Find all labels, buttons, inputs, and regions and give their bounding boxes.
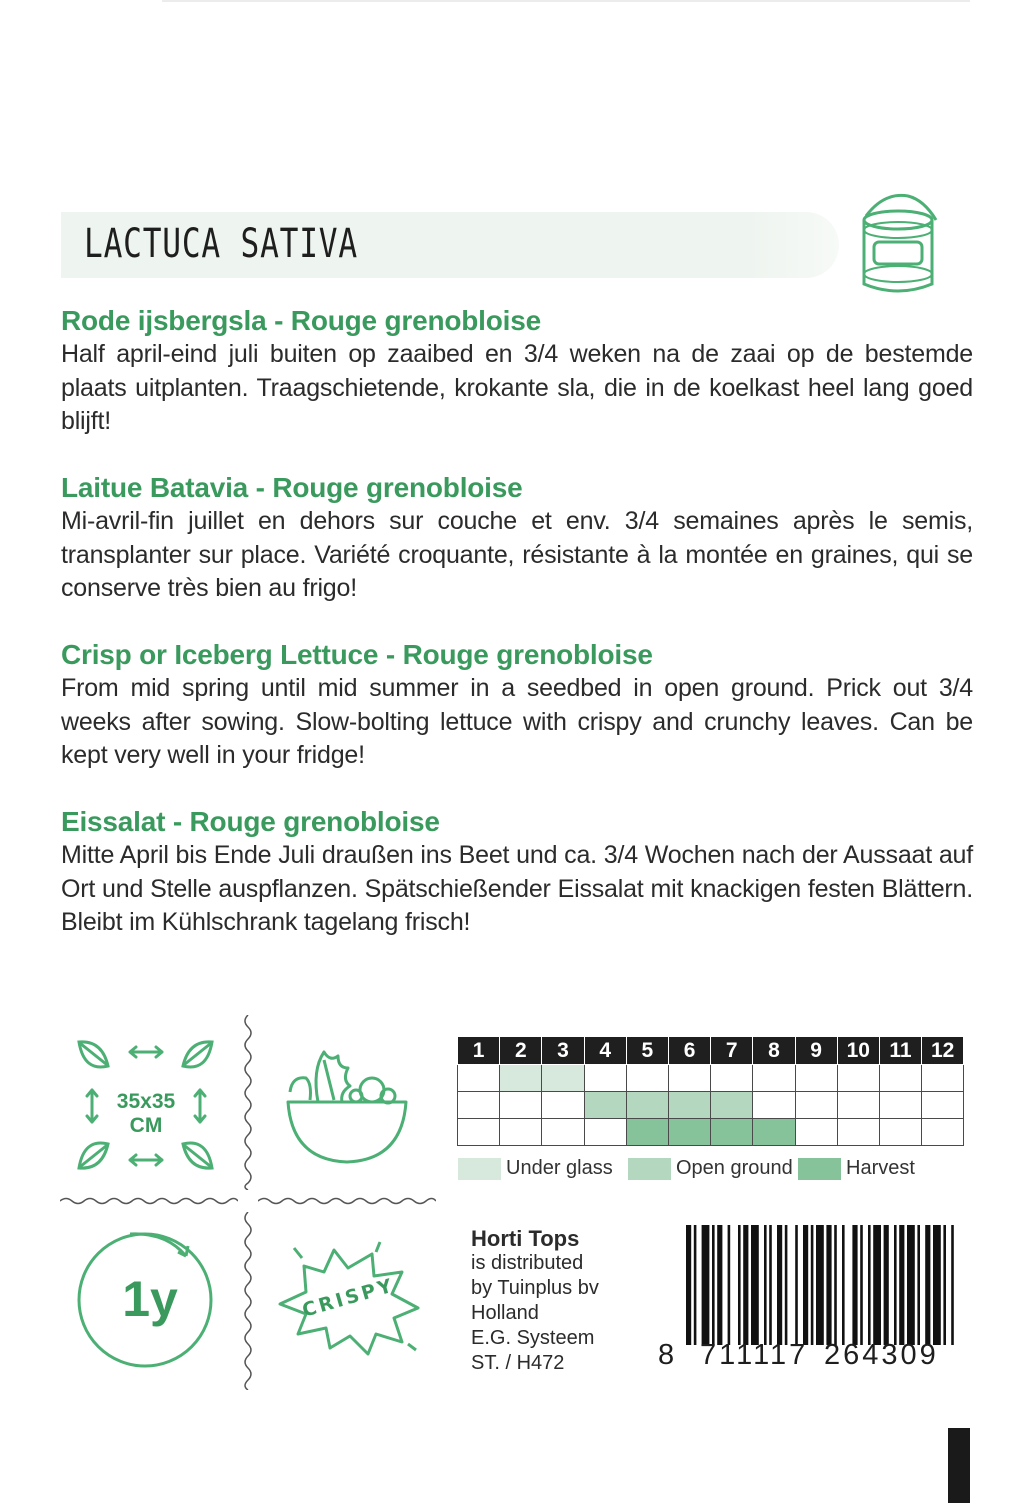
legend-label: Open ground: [676, 1157, 793, 1179]
barcode-bar: [728, 1225, 731, 1345]
section-title: Laitue Batavia - Rouge grenobloise: [61, 472, 523, 503]
section-title: Crisp or Iceberg Lettuce - Rouge grenobloise: [61, 639, 653, 670]
distributor-line: by Tuinplus bv: [471, 1277, 599, 1299]
calendar-cell: [711, 1092, 753, 1119]
barcode-bar: [751, 1225, 759, 1345]
brand-name: Horti Tops: [471, 1226, 580, 1251]
calendar-cell: [542, 1119, 584, 1146]
legend-label: Under glass: [506, 1157, 613, 1179]
barcode-bar: [702, 1225, 710, 1345]
calendar-cell: [795, 1092, 837, 1119]
legend-swatch: [628, 1158, 671, 1180]
section-english: [61, 638, 973, 773]
calendar-row-open-ground: [458, 1092, 964, 1119]
wavy-divider-horizontal: [60, 1196, 238, 1206]
barcode-bar: [777, 1225, 782, 1345]
crispy-label: CRISPY: [299, 1274, 398, 1322]
spacing-value: 35x35: [116, 1090, 176, 1113]
calendar-cell: [837, 1065, 879, 1092]
barcode-right-digits: 264309: [824, 1339, 939, 1371]
barcode-bar: [738, 1225, 741, 1345]
calendar-cell: [837, 1092, 879, 1119]
section-text: Mitte April bis Ende Juli draußen ins Beet und ca. 3/4 Wochen nach der Aussaat auf Ort und Stelle auspflanzen. Spätschießender Eissalat mit knackigen festen Blättern. Bleibt im Kühlschrank tagelang frisch!: [61, 841, 973, 936]
section-text: Mi-avril-fin juillet en dehors sur couche et env. 3/4 semaines après le semis, transplanter sur place. Variété croquante, résistante à la montée en graines, qui se conserve très bien au frigo!: [61, 507, 973, 602]
wavy-divider-vertical: [242, 1015, 254, 1190]
calendar-cell: [626, 1119, 668, 1146]
barcode-bar: [925, 1225, 930, 1345]
barcode-bar: [743, 1225, 748, 1345]
barcode-bar: [907, 1225, 915, 1345]
section-text: From mid spring until mid summer in a seedbed in open ground. Prick out 3/4 weeks after sowing. Slow-bolting lettuce with crispy and crunchy leaves. Can be kept very well in your fridge!: [61, 674, 973, 769]
distributor-line: E.G. Systeem: [471, 1327, 595, 1349]
month-header-4: 4: [584, 1037, 626, 1065]
barcode-bar: [860, 1225, 863, 1345]
calendar-cell: [753, 1065, 795, 1092]
month-header-7: 7: [711, 1037, 753, 1065]
spacing-label: [104, 1090, 188, 1138]
month-header-10: 10: [837, 1037, 879, 1065]
calendar-cell: [879, 1119, 921, 1146]
distributor-line: is distributed: [471, 1252, 584, 1274]
barcode-bar: [951, 1225, 954, 1345]
calendar-cell: [922, 1119, 964, 1146]
section-dutch: [61, 304, 973, 439]
barcode-bar: [769, 1225, 772, 1345]
month-header-12: 12: [922, 1037, 964, 1065]
section-text: Half april-eind juli buiten op zaaibed en 3/4 weken na de zaai op de bestemde plaats uitplanten. Traagschietende, krokante sla, die in de koelkast heel lang goed blijft!: [61, 340, 973, 435]
month-header-8: 8: [753, 1037, 795, 1065]
legend-swatch: [458, 1158, 501, 1180]
barcode-bar: [811, 1225, 814, 1345]
ean-barcode: [658, 1225, 970, 1373]
barcode-bars: [658, 1225, 970, 1345]
calendar-row-under-glass: [458, 1065, 964, 1092]
barcode-bar: [717, 1225, 722, 1345]
barcode-bar: [834, 1225, 837, 1345]
legend-label: Harvest: [846, 1157, 915, 1179]
calendar-cell: [668, 1065, 710, 1092]
barcode-bar: [894, 1225, 897, 1345]
distributor-info: [471, 1226, 599, 1376]
calendar-cell: [795, 1119, 837, 1146]
calendar-cell: [458, 1119, 500, 1146]
legend-swatch: [798, 1158, 841, 1180]
calendar-cell: [584, 1119, 626, 1146]
calendar-cell: [458, 1065, 500, 1092]
latin-name: LACTUCA SATIVA: [84, 221, 358, 267]
barcode-bar: [884, 1225, 889, 1345]
barcode-bar: [712, 1225, 715, 1345]
top-border-line: [162, 0, 970, 2]
calendar-cell: [879, 1065, 921, 1092]
legend-under-glass: [458, 1157, 613, 1180]
calendar-cell: [668, 1092, 710, 1119]
calendar-cell: [922, 1065, 964, 1092]
barcode-bar: [826, 1225, 831, 1345]
month-header-2: 2: [500, 1037, 542, 1065]
barcode-bar: [785, 1225, 788, 1345]
barcode-left-digits: 711117: [700, 1339, 809, 1371]
calendar-row-harvest: [458, 1119, 964, 1146]
lifecycle-label: 1y: [122, 1271, 178, 1327]
barcode-bar: [899, 1225, 904, 1345]
distributor-line: ST. / H472: [471, 1352, 565, 1374]
month-header-6: 6: [668, 1037, 710, 1065]
barcode-bar: [803, 1225, 808, 1345]
barcode-bar: [842, 1225, 845, 1345]
barcode-bar: [933, 1225, 941, 1345]
calendar-cell: [626, 1092, 668, 1119]
calendar-month-row: [458, 1037, 964, 1065]
month-header-3: 3: [542, 1037, 584, 1065]
section-french: [61, 471, 973, 606]
calendar-cell: [837, 1119, 879, 1146]
month-header-9: 9: [795, 1037, 837, 1065]
spacing-unit: CM: [129, 1114, 163, 1137]
distributor-line: Holland: [471, 1302, 539, 1324]
calendar-cell: [626, 1065, 668, 1092]
calendar-cell: [584, 1065, 626, 1092]
section-german: [61, 805, 973, 940]
calendar-cell: [711, 1065, 753, 1092]
barcode-bar: [816, 1225, 824, 1345]
calendar-cell: [500, 1119, 542, 1146]
calendar-cell: [584, 1092, 626, 1119]
salad-bowl-icon: [282, 1040, 412, 1170]
calendar-cell: [753, 1092, 795, 1119]
calendar-cell: [879, 1092, 921, 1119]
calendar-table: [457, 1037, 964, 1146]
barcode-bar: [868, 1225, 871, 1345]
section-title: Rode ijsbergsla - Rouge grenobloise: [61, 305, 541, 336]
calendar-cell: [922, 1092, 964, 1119]
legend-harvest: [798, 1157, 915, 1180]
legend-open-ground: [628, 1157, 793, 1180]
barcode-first-digit: 8: [658, 1339, 675, 1371]
barcode-bar: [764, 1225, 767, 1345]
tin-can-icon: [858, 190, 940, 295]
section-title: Eissalat - Rouge grenobloise: [61, 806, 440, 837]
barcode-bar: [917, 1225, 920, 1345]
edge-marker: [948, 1428, 970, 1503]
calendar-cell: [542, 1092, 584, 1119]
month-header-5: 5: [626, 1037, 668, 1065]
wavy-divider-horizontal: [258, 1196, 436, 1206]
calendar-cell: [795, 1065, 837, 1092]
calendar-cell: [711, 1119, 753, 1146]
barcode-bar: [852, 1225, 857, 1345]
sowing-calendar: [457, 1037, 964, 1146]
barcode-bar: [686, 1225, 691, 1345]
barcode-bar: [795, 1225, 798, 1345]
calendar-cell: [542, 1065, 584, 1092]
wavy-divider-vertical: [242, 1212, 254, 1390]
calendar-cell: [668, 1119, 710, 1146]
barcode-bar: [873, 1225, 881, 1345]
barcode-bar: [943, 1225, 946, 1345]
calendar-cell: [753, 1119, 795, 1146]
month-header-11: 11: [879, 1037, 921, 1065]
barcode-bar: [694, 1225, 697, 1345]
month-header-1: 1: [458, 1037, 500, 1065]
calendar-cell: [500, 1092, 542, 1119]
calendar-cell: [500, 1065, 542, 1092]
calendar-cell: [458, 1092, 500, 1119]
